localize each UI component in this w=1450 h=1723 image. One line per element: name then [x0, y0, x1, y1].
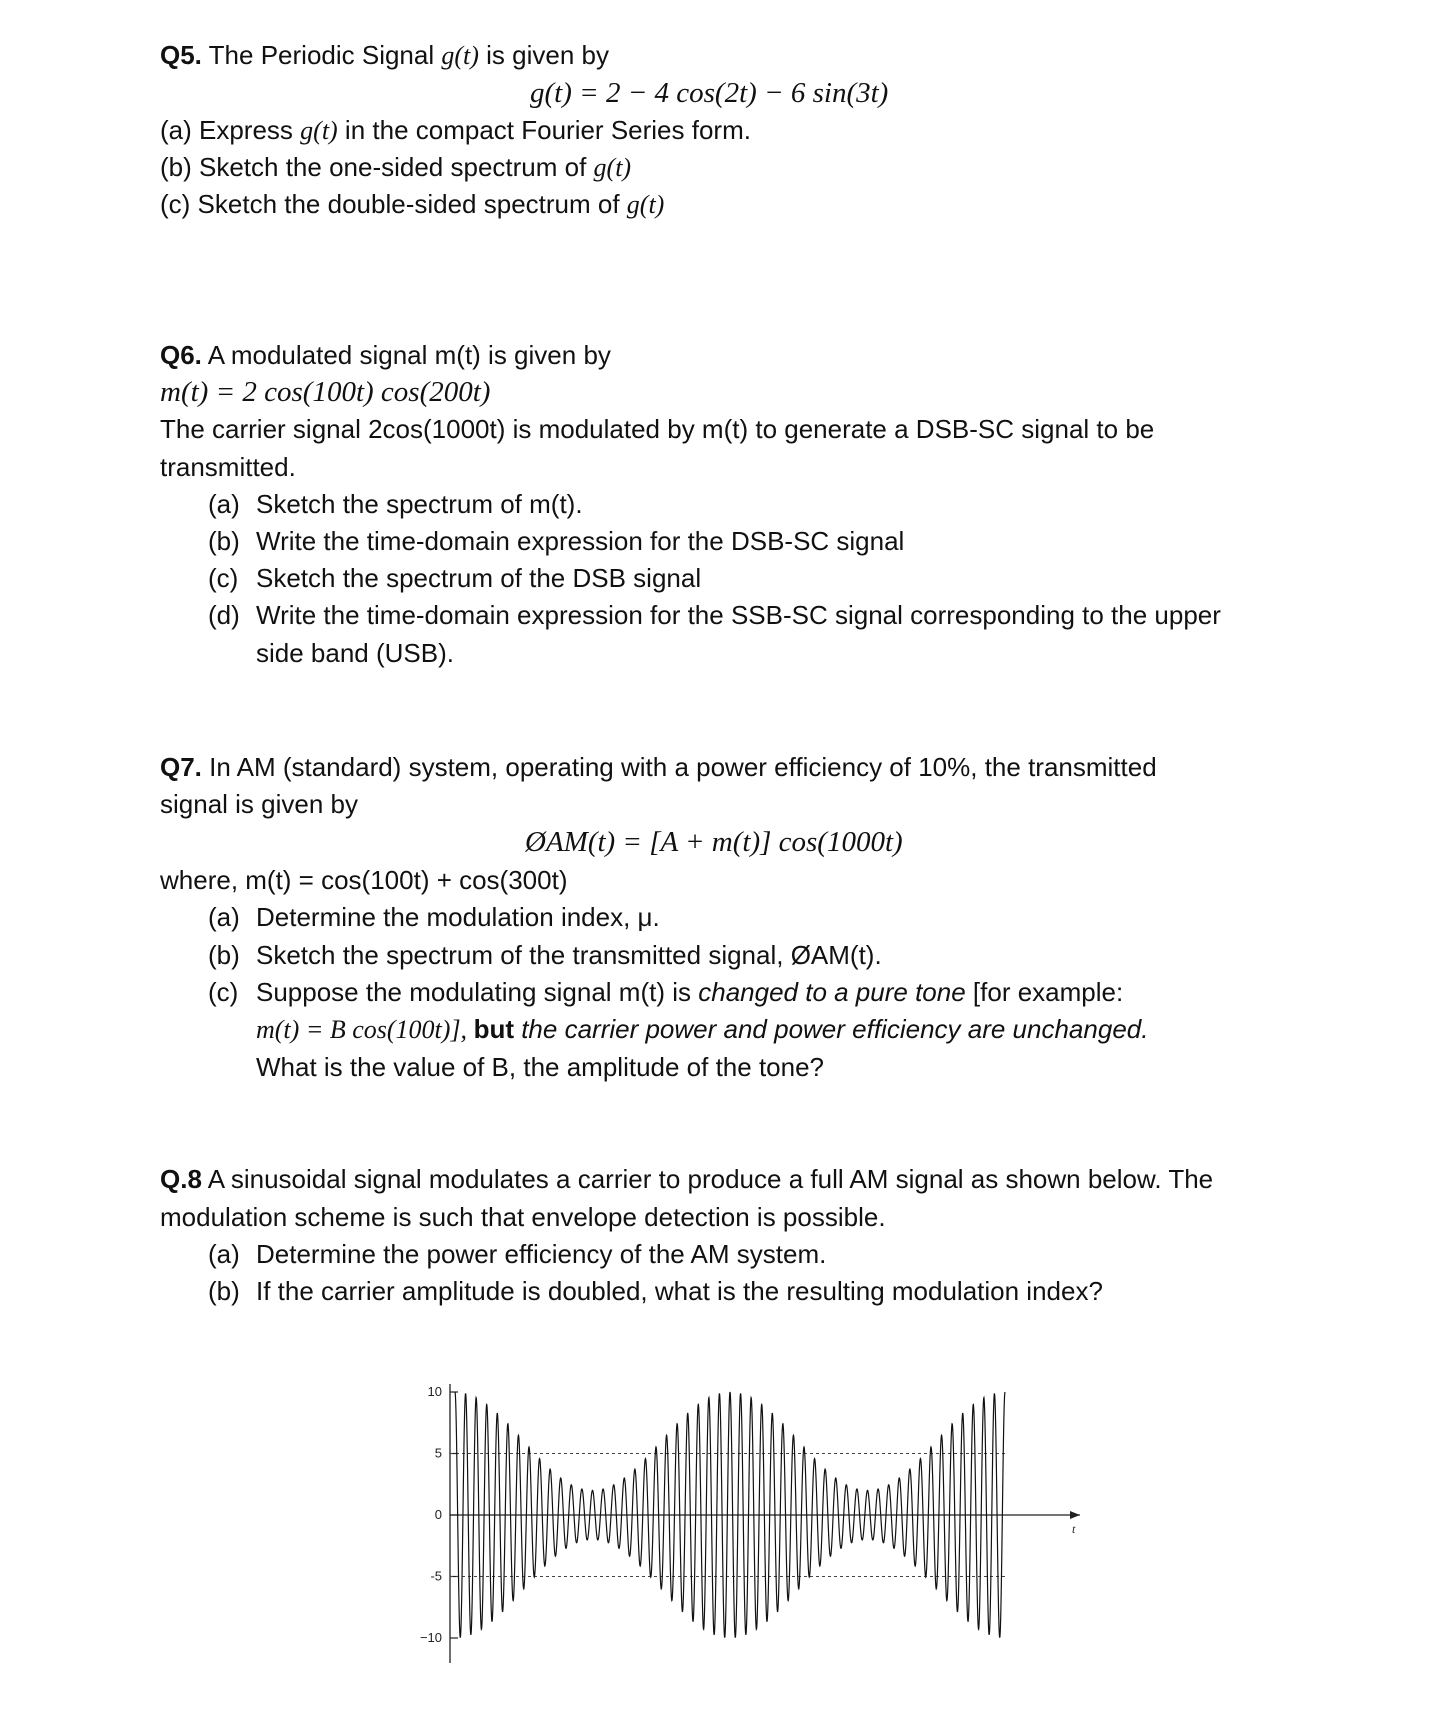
q7-title-line	[160, 750, 1157, 784]
q6-part-d: (d) Write the time-domain expression for the SSB-SC signal corresponding to the upper	[208, 600, 1221, 630]
q7-part-c-line2: m(t) = B cos(100t)], but the carrier power and power efficiency are unchanged.	[256, 1014, 1149, 1044]
am-waveform-chart	[390, 1350, 1090, 1680]
q6-text: A modulated signal m(t) is given by	[201, 340, 611, 370]
y-tick-label: −10	[419, 1630, 442, 1645]
y-tick-label: 5	[434, 1445, 442, 1461]
q8-part-b: (b) If the carrier amplitude is doubled, what is the resulting modulation index?	[208, 1276, 1103, 1306]
q6-title-line	[160, 338, 611, 372]
q8-heading: Q.8	[160, 1164, 202, 1194]
q7-equation: ØAM(t) = [A + m(t)] cos(1000t)	[525, 826, 903, 858]
q8-line1: A sinusoidal signal modulates a carrier to produce a full AM signal as shown below. The	[201, 1164, 1214, 1194]
q8-line2: modulation scheme is such that envelope detection is possible.	[160, 1202, 886, 1232]
q6-part-d-cont: side band (USB).	[256, 638, 454, 668]
q5-part-a: (a) Express g(t) in the compact Fourier Series form.	[160, 115, 751, 145]
q7-part-a: (a) Determine the modulation index, μ.	[208, 902, 660, 932]
q5-equation: g(t) = 2 − 4 cos(2t) − 6 sin(3t)	[530, 77, 889, 109]
x-axis-arrow	[1070, 1511, 1080, 1519]
x-axis-label: t	[1072, 1522, 1076, 1536]
q5-part-b: (b) Sketch the one-sided spectrum of g(t)	[160, 152, 632, 182]
q6-equation: m(t) = 2 cos(100t) cos(200t)	[160, 376, 491, 408]
q7-line2: signal is given by	[160, 789, 358, 819]
q6-part-c: (c) Sketch the spectrum of the DSB signal	[208, 563, 702, 593]
q6-heading: Q6.	[160, 340, 202, 370]
q8-title-line	[160, 1162, 1213, 1196]
y-tick-label: 10	[427, 1384, 442, 1399]
q5-title-line	[160, 38, 609, 73]
q7-part-c-line3: What is the value of B, the amplitude of the tone?	[256, 1052, 825, 1082]
q5-gt: g(t)	[441, 41, 479, 70]
q6-line2: transmitted.	[160, 452, 296, 482]
q7-part-b: (b) Sketch the spectrum of the transmitted signal, ØAM(t).	[208, 940, 882, 970]
q5-part-c: (c) Sketch the double-sided spectrum of g(t)	[160, 189, 665, 219]
q5-text2: is given by	[478, 40, 609, 70]
q6-part-a: (a) Sketch the spectrum of m(t).	[208, 489, 583, 519]
q7-line1: In AM (standard) system, operating with a power efficiency of 10%, the transmitted	[201, 752, 1157, 782]
q8-part-a: (a) Determine the power efficiency of the AM system.	[208, 1239, 827, 1269]
q6-part-b: (b) Write the time-domain expression for the DSB-SC signal	[208, 526, 905, 556]
q5-heading: Q5.	[160, 40, 202, 70]
q7-where: where, m(t) = cos(100t) + cos(300t)	[160, 865, 568, 895]
q6-line1: The carrier signal 2cos(1000t) is modulated by m(t) to generate a DSB-SC signal to be	[160, 414, 1155, 444]
q5-text: The Periodic Signal	[201, 40, 442, 70]
y-tick-label: 0	[434, 1507, 442, 1522]
q7-part-c: (c) Suppose the modulating signal m(t) is changed to a pure tone [for example:	[208, 977, 1124, 1007]
q7-heading: Q7.	[160, 752, 202, 782]
y-tick-label: -5	[430, 1568, 442, 1584]
